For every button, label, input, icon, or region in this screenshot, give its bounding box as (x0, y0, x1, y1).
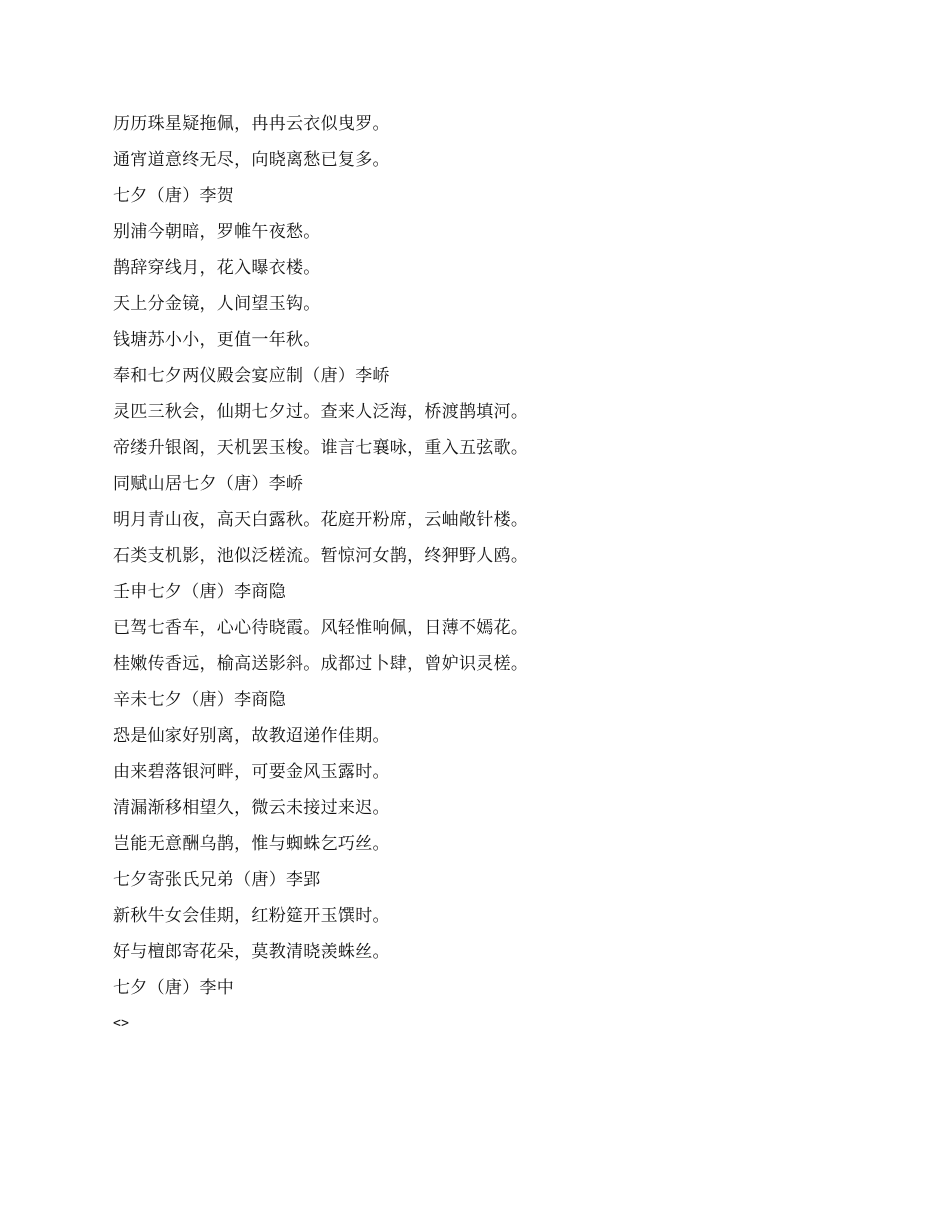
text-line: 恐是仙家好别离，故教迢递作佳期。 (113, 726, 390, 746)
text-line: 桂嫩传香远，榆高送影斜。成都过卜肆，曾妒识灵槎。 (113, 654, 529, 674)
end-marker: <> (113, 1016, 130, 1031)
text-line: 别浦今朝暗，罗帷午夜愁。 (113, 222, 321, 242)
text-line: 好与檀郎寄花朵，莫教清晓羡蛛丝。 (113, 942, 390, 962)
text-line: 已驾七香车，心心待晓霞。风轻惟响佩，日薄不嫣花。 (113, 618, 529, 638)
text-line: 岂能无意酬乌鹊，惟与蜘蛛乞巧丝。 (113, 834, 390, 854)
text-line: 新秋牛女会佳期，红粉筵开玉馔时。 (113, 906, 390, 926)
text-line: 石类支机影，池似泛槎流。暂惊河女鹊，终狎野人鸥。 (113, 546, 529, 566)
text-line: 通宵道意终无尽，向晓离愁已复多。 (113, 150, 390, 170)
text-line: 灵匹三秋会，仙期七夕过。查来人泛海，桥渡鹊填河。 (113, 402, 529, 422)
poem-heading: 奉和七夕两仪殿会宴应制（唐）李峤 (113, 366, 390, 386)
poem-text-block (113, 106, 893, 1042)
text-line: 历历珠星疑拖佩，冉冉云衣似曳罗。 (113, 114, 390, 134)
text-line: 明月青山夜，高天白露秋。花庭开粉席，云岫敞针楼。 (113, 510, 529, 530)
poem-heading: 辛未七夕（唐）李商隐 (113, 690, 286, 710)
text-line: 由来碧落银河畔，可要金风玉露时。 (113, 762, 390, 782)
text-line: 天上分金镜，人间望玉钩。 (113, 294, 321, 314)
text-line: 钱塘苏小小，更值一年秋。 (113, 330, 321, 350)
poem-heading: 七夕（唐）李中 (113, 978, 235, 998)
text-line: 帝缕升银阁，天机罢玉梭。谁言七襄咏，重入五弦歌。 (113, 438, 529, 458)
poem-heading: 七夕（唐）李贺 (113, 186, 235, 206)
text-line: 鹊辞穿线月，花入曝衣楼。 (113, 258, 321, 278)
poem-heading: 同赋山居七夕（唐）李峤 (113, 474, 304, 494)
text-line: 清漏渐移相望久，微云未接过来迟。 (113, 798, 390, 818)
poem-heading: 七夕寄张氏兄弟（唐）李郢 (113, 870, 321, 890)
poem-heading: 壬申七夕（唐）李商隐 (113, 582, 286, 602)
